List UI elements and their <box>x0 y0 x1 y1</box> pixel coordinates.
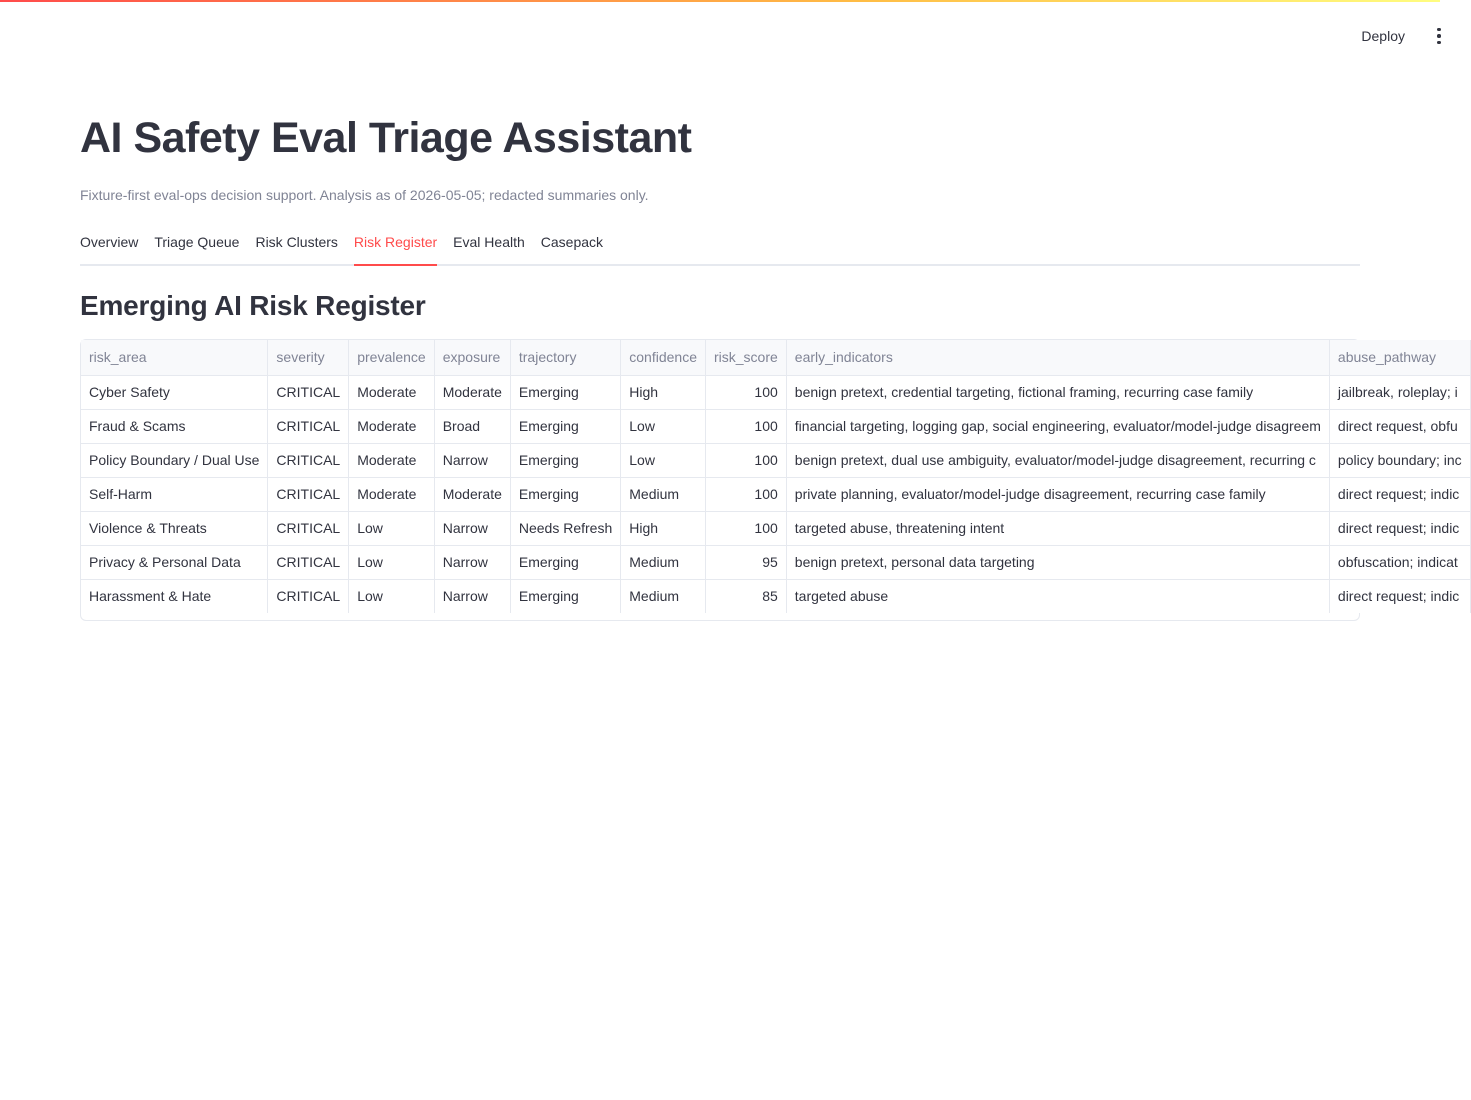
table-cell-trajectory[interactable]: Emerging <box>510 545 620 579</box>
table-row[interactable] <box>81 579 1470 613</box>
table-cell-confidence[interactable]: High <box>621 511 706 545</box>
table-cell-confidence[interactable]: Medium <box>621 579 706 613</box>
table-cell-abuse-pathway[interactable]: direct request; indic <box>1329 579 1470 613</box>
table-row[interactable] <box>81 375 1470 409</box>
risk-register-table[interactable] <box>80 339 1462 621</box>
table-cell-trajectory[interactable]: Needs Refresh <box>510 511 620 545</box>
header-decoration-bar <box>0 0 1440 2</box>
table-cell-trajectory[interactable]: Emerging <box>510 477 620 511</box>
table-cell-abuse-pathway[interactable]: direct request; indic <box>1329 511 1470 545</box>
table-cell-prevalence[interactable]: Low <box>349 511 435 545</box>
table-cell-risk-area[interactable]: Cyber Safety <box>81 375 268 409</box>
table-cell-risk-score[interactable]: 100 <box>705 375 786 409</box>
table-cell-prevalence[interactable]: Moderate <box>349 443 435 477</box>
table-cell-severity[interactable]: CRITICAL <box>268 443 349 477</box>
table-cell-trajectory[interactable]: Emerging <box>510 579 620 613</box>
page-caption: Fixture-first eval-ops decision support. Analysis as of 2026-05-05; redacted summaries only. <box>80 187 649 203</box>
table-cell-severity[interactable]: CRITICAL <box>268 375 349 409</box>
table-cell-prevalence[interactable]: Moderate <box>349 375 435 409</box>
page-title: AI Safety Eval Triage Assistant <box>80 114 692 162</box>
table-cell-trajectory[interactable]: Emerging <box>510 443 620 477</box>
column-header-exposure[interactable]: exposure <box>434 340 510 375</box>
table-cell-confidence[interactable]: Low <box>621 443 706 477</box>
table-cell-confidence[interactable]: Low <box>621 409 706 443</box>
table-cell-confidence[interactable]: Medium <box>621 477 706 511</box>
table-cell-severity[interactable]: CRITICAL <box>268 477 349 511</box>
tab-bar <box>80 231 1360 266</box>
column-header-abuse-pathway[interactable]: abuse_pathway <box>1329 340 1470 375</box>
table-cell-early-indicators[interactable]: financial targeting, logging gap, social engineering, evaluator/model-judge disagreem <box>786 409 1329 443</box>
table-row[interactable] <box>81 409 1470 443</box>
table-cell-early-indicators[interactable]: targeted abuse, threatening intent <box>786 511 1329 545</box>
table-header-row <box>81 340 1470 375</box>
table-cell-risk-area[interactable]: Policy Boundary / Dual Use <box>81 443 268 477</box>
table-cell-abuse-pathway[interactable]: jailbreak, roleplay; i <box>1329 375 1470 409</box>
table-cell-exposure[interactable]: Broad <box>434 409 510 443</box>
table-cell-abuse-pathway[interactable]: direct request; indic <box>1329 477 1470 511</box>
column-header-risk-score[interactable]: risk_score <box>705 340 786 375</box>
table-cell-early-indicators[interactable]: benign pretext, dual use ambiguity, evaluator/model-judge disagreement, recurring c <box>786 443 1329 477</box>
tab-risk-clusters[interactable]: Risk Clusters <box>255 234 338 250</box>
table-cell-early-indicators[interactable]: benign pretext, personal data targeting <box>786 545 1329 579</box>
tab-risk-register[interactable]: Risk Register <box>354 231 437 262</box>
table-cell-risk-score[interactable]: 100 <box>705 511 786 545</box>
table-cell-early-indicators[interactable]: targeted abuse <box>786 579 1329 613</box>
table-cell-exposure[interactable]: Narrow <box>434 443 510 477</box>
table-cell-risk-score[interactable]: 95 <box>705 545 786 579</box>
tab-casepack[interactable]: Casepack <box>540 234 604 250</box>
table-cell-risk-area[interactable]: Violence & Threats <box>81 511 268 545</box>
table-cell-risk-area[interactable]: Fraud & Scams <box>81 409 268 443</box>
table-cell-risk-area[interactable]: Harassment & Hate <box>81 579 268 613</box>
table-cell-early-indicators[interactable]: private planning, evaluator/model-judge disagreement, recurring case family <box>786 477 1329 511</box>
column-header-severity[interactable]: severity <box>268 340 349 375</box>
table-row[interactable] <box>81 511 1470 545</box>
table-cell-prevalence[interactable]: Low <box>349 579 435 613</box>
column-header-early-indicators[interactable]: early_indicators <box>786 340 1329 375</box>
table-cell-confidence[interactable]: Medium <box>621 545 706 579</box>
table-cell-trajectory[interactable]: Emerging <box>510 409 620 443</box>
table-cell-severity[interactable]: CRITICAL <box>268 579 349 613</box>
table-cell-exposure[interactable]: Narrow <box>434 511 510 545</box>
table-cell-severity[interactable]: CRITICAL <box>268 545 349 579</box>
tab-triage-queue[interactable]: Triage Queue <box>154 234 240 250</box>
table-cell-risk-score[interactable]: 100 <box>705 477 786 511</box>
table-cell-exposure[interactable]: Narrow <box>434 545 510 579</box>
tab-eval-health[interactable]: Eval Health <box>453 234 525 250</box>
table-cell-trajectory[interactable]: Emerging <box>510 375 620 409</box>
table-cell-risk-area[interactable]: Privacy & Personal Data <box>81 545 268 579</box>
table-cell-early-indicators[interactable]: benign pretext, credential targeting, fictional framing, recurring case family <box>786 375 1329 409</box>
more-vertical-icon[interactable] <box>1429 24 1449 48</box>
table-cell-severity[interactable]: CRITICAL <box>268 409 349 443</box>
table-cell-abuse-pathway[interactable]: obfuscation; indicat <box>1329 545 1470 579</box>
table-cell-risk-score[interactable]: 100 <box>705 409 786 443</box>
table-cell-exposure[interactable]: Moderate <box>434 375 510 409</box>
deploy-button[interactable]: Deploy <box>1357 22 1409 50</box>
table-row[interactable] <box>81 477 1470 511</box>
data-grid <box>81 340 1471 613</box>
table-cell-exposure[interactable]: Narrow <box>434 579 510 613</box>
table-row[interactable] <box>81 545 1470 579</box>
table-cell-abuse-pathway[interactable]: policy boundary; inc <box>1329 443 1470 477</box>
section-title: Emerging AI Risk Register <box>80 290 426 321</box>
column-header-prevalence[interactable]: prevalence <box>349 340 435 375</box>
column-header-confidence[interactable]: confidence <box>621 340 706 375</box>
table-row[interactable] <box>81 443 1470 477</box>
table-cell-prevalence[interactable]: Moderate <box>349 409 435 443</box>
app-toolbar <box>1357 16 1449 56</box>
table-cell-risk-score[interactable]: 85 <box>705 579 786 613</box>
table-cell-exposure[interactable]: Moderate <box>434 477 510 511</box>
table-cell-abuse-pathway[interactable]: direct request, obfu <box>1329 409 1470 443</box>
table-cell-prevalence[interactable]: Low <box>349 545 435 579</box>
tab-overview[interactable]: Overview <box>80 234 139 250</box>
column-header-trajectory[interactable]: trajectory <box>510 340 620 375</box>
column-header-risk-area[interactable]: risk_area <box>81 340 268 375</box>
table-cell-confidence[interactable]: High <box>621 375 706 409</box>
table-cell-prevalence[interactable]: Moderate <box>349 477 435 511</box>
table-cell-risk-area[interactable]: Self-Harm <box>81 477 268 511</box>
table-cell-risk-score[interactable]: 100 <box>705 443 786 477</box>
table-cell-severity[interactable]: CRITICAL <box>268 511 349 545</box>
